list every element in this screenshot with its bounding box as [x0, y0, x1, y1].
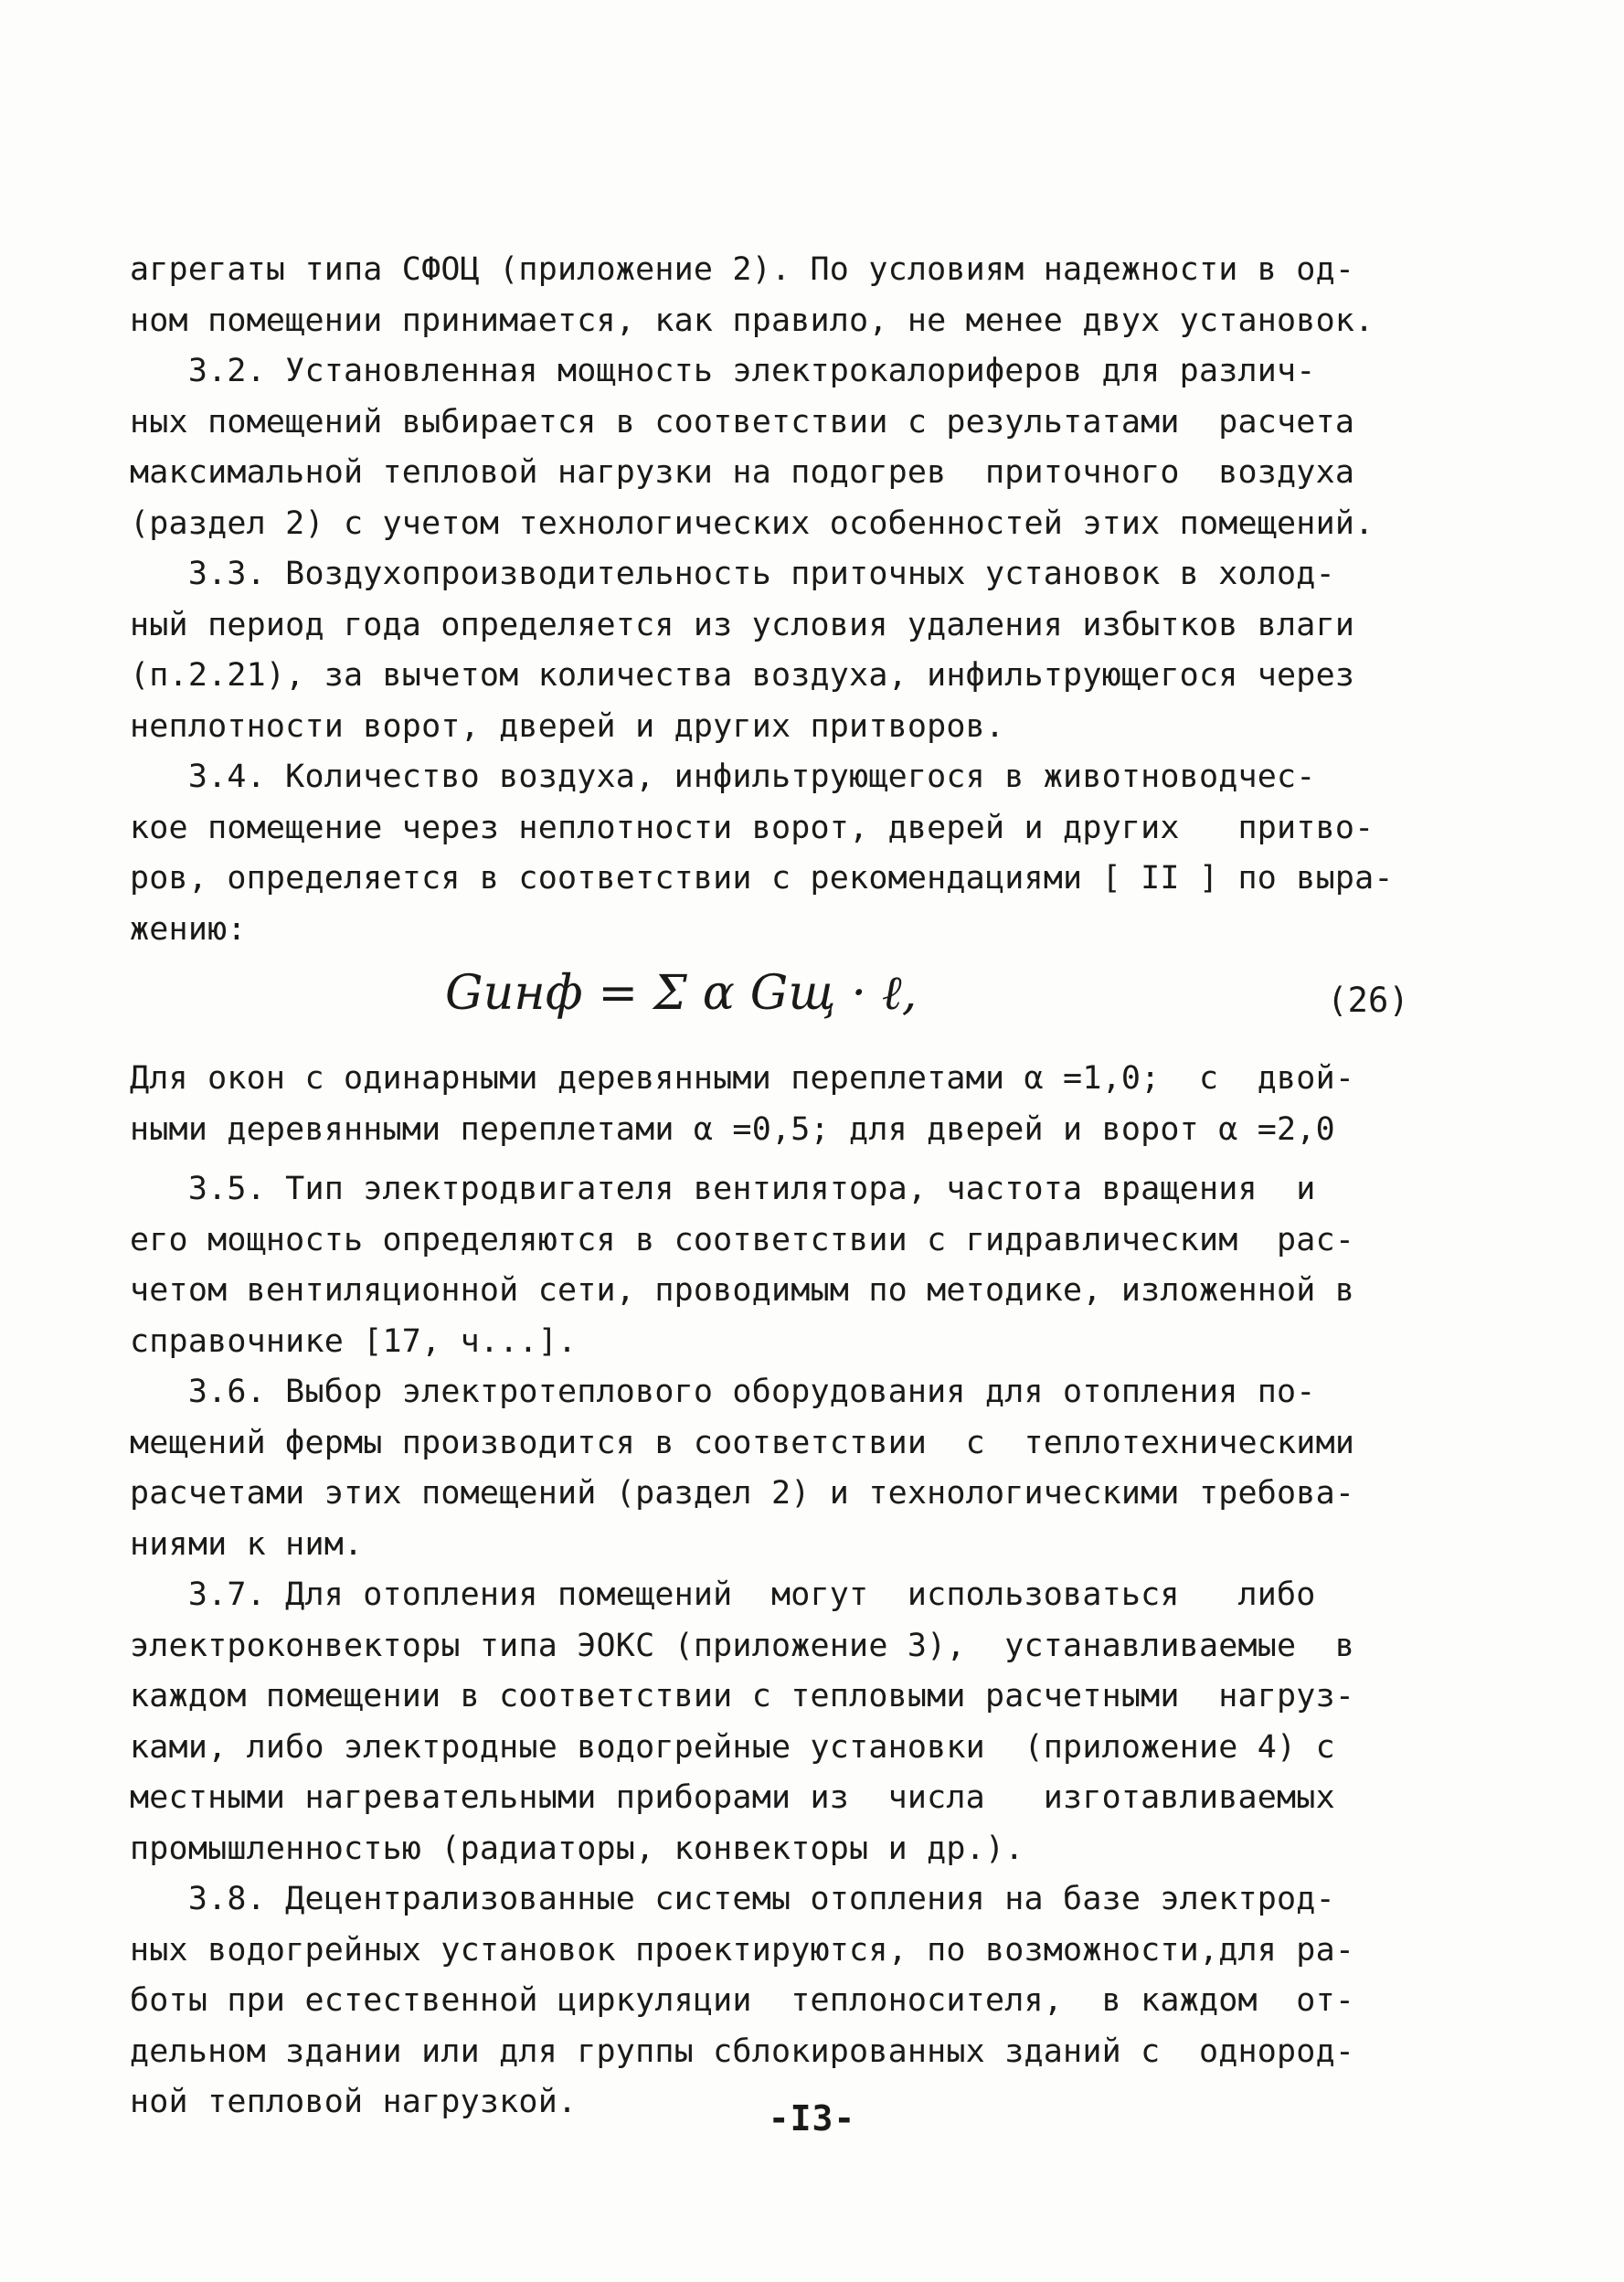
text-line: дельном здании или для группы сблокированных зданий с однород- [130, 2033, 1355, 2070]
body-text [130, 245, 1409, 2128]
text-line: местными нагревательными приборами из числа изготавливаемых [130, 1779, 1335, 1816]
formula-row [130, 955, 1409, 1054]
text-line: 3.3. Воздухопроизводительность приточных установок в холод- [130, 556, 1335, 592]
text-line: ной тепловой нагрузкой. [130, 2084, 578, 2120]
text-line: ных помещений выбирается в соответствии с результатами расчета [130, 403, 1355, 440]
text-line: кое помещение через неплотности ворот, дверей и других притво- [130, 809, 1375, 846]
text-line: ров, определяется в соответствии с рекомендациями [ II ] по выра- [130, 860, 1394, 897]
text-line: жению: [130, 910, 247, 948]
text-line: агрегаты типа СФОЦ (приложение 2). По условиям надежности в од- [130, 251, 1355, 288]
text-line: неплотности ворот, дверей и других притворов. [130, 707, 1005, 745]
text-line: 3.5. Тип электродвигателя вентилятора, частота вращения и [130, 1171, 1316, 1207]
text-line: справочнике [17, ч...]. [130, 1322, 578, 1360]
text-line: ниями к ним. [130, 1525, 364, 1563]
text-line: Для окон с одинарными деревянными переплетами α =1,0; с двой- [130, 1060, 1355, 1097]
text-line: 3.8. Децентрализованные системы отопления на базе электрод- [130, 1881, 1335, 1917]
text-line: его мощность определяются в соответствии с гидравлическим рас- [130, 1221, 1355, 1258]
text-line: 3.2. Установленная мощность электрокалориферов для различ- [130, 353, 1316, 389]
formula-number: (26) [1327, 981, 1409, 1020]
text-line: каждом помещении в соответствии с тепловыми расчетными нагруз- [130, 1678, 1355, 1714]
text-line: расчетами этих помещений (раздел 2) и технологическими требова- [130, 1475, 1355, 1512]
text-line: 3.4. Количество воздуха, инфильтрующегося в животноводчес- [130, 759, 1316, 795]
text-line: 3.7. Для отопления помещений могут использоваться либо [130, 1576, 1316, 1613]
text-line: (раздел 2) с учетом технологических особенностей этих помещений. [130, 504, 1375, 542]
text-line: 3.6. Выбор электротеплового оборудования для отопления по- [130, 1374, 1316, 1410]
text-line: максимальной тепловой нагрузки на подогрев приточного воздуха [130, 454, 1355, 491]
text-line: боты при естественной циркуляции теплоносителя, в каждом от- [130, 1982, 1355, 2019]
text-line: ном помещении принимается, как правило, не менее двух установок. [130, 302, 1375, 339]
text-line: (п.2.21), за вычетом количества воздуха, инфильтрующегося через [130, 657, 1355, 694]
text-line: ных водогрейных установок проектируются, по возможности,для ра- [130, 1931, 1355, 1969]
text-line: четом вентиляционной сети, проводимым по методике, изложенной в [130, 1272, 1355, 1309]
text-line: ный период года определяется из условия удаления избытков влаги [130, 606, 1355, 643]
text-line: промышленностью (радиаторы, конвекторы и др.). [130, 1830, 1024, 1867]
formula: Gинф = Σ α Gщ · ℓ, [445, 966, 918, 1021]
page-number: -I3- [768, 2098, 856, 2139]
text-line: мещений фермы производится в соответствии с теплотехническими [130, 1424, 1355, 1461]
text-line: ными деревянными переплетами α =0,5; для дверей и ворот α =2,0 [130, 1110, 1335, 1148]
text-line: ками, либо электродные водогрейные установки (приложение 4) с [130, 1728, 1335, 1766]
text-line: электроконвекторы типа ЭОКС (приложение 3), устанавливаемые в [130, 1627, 1355, 1664]
